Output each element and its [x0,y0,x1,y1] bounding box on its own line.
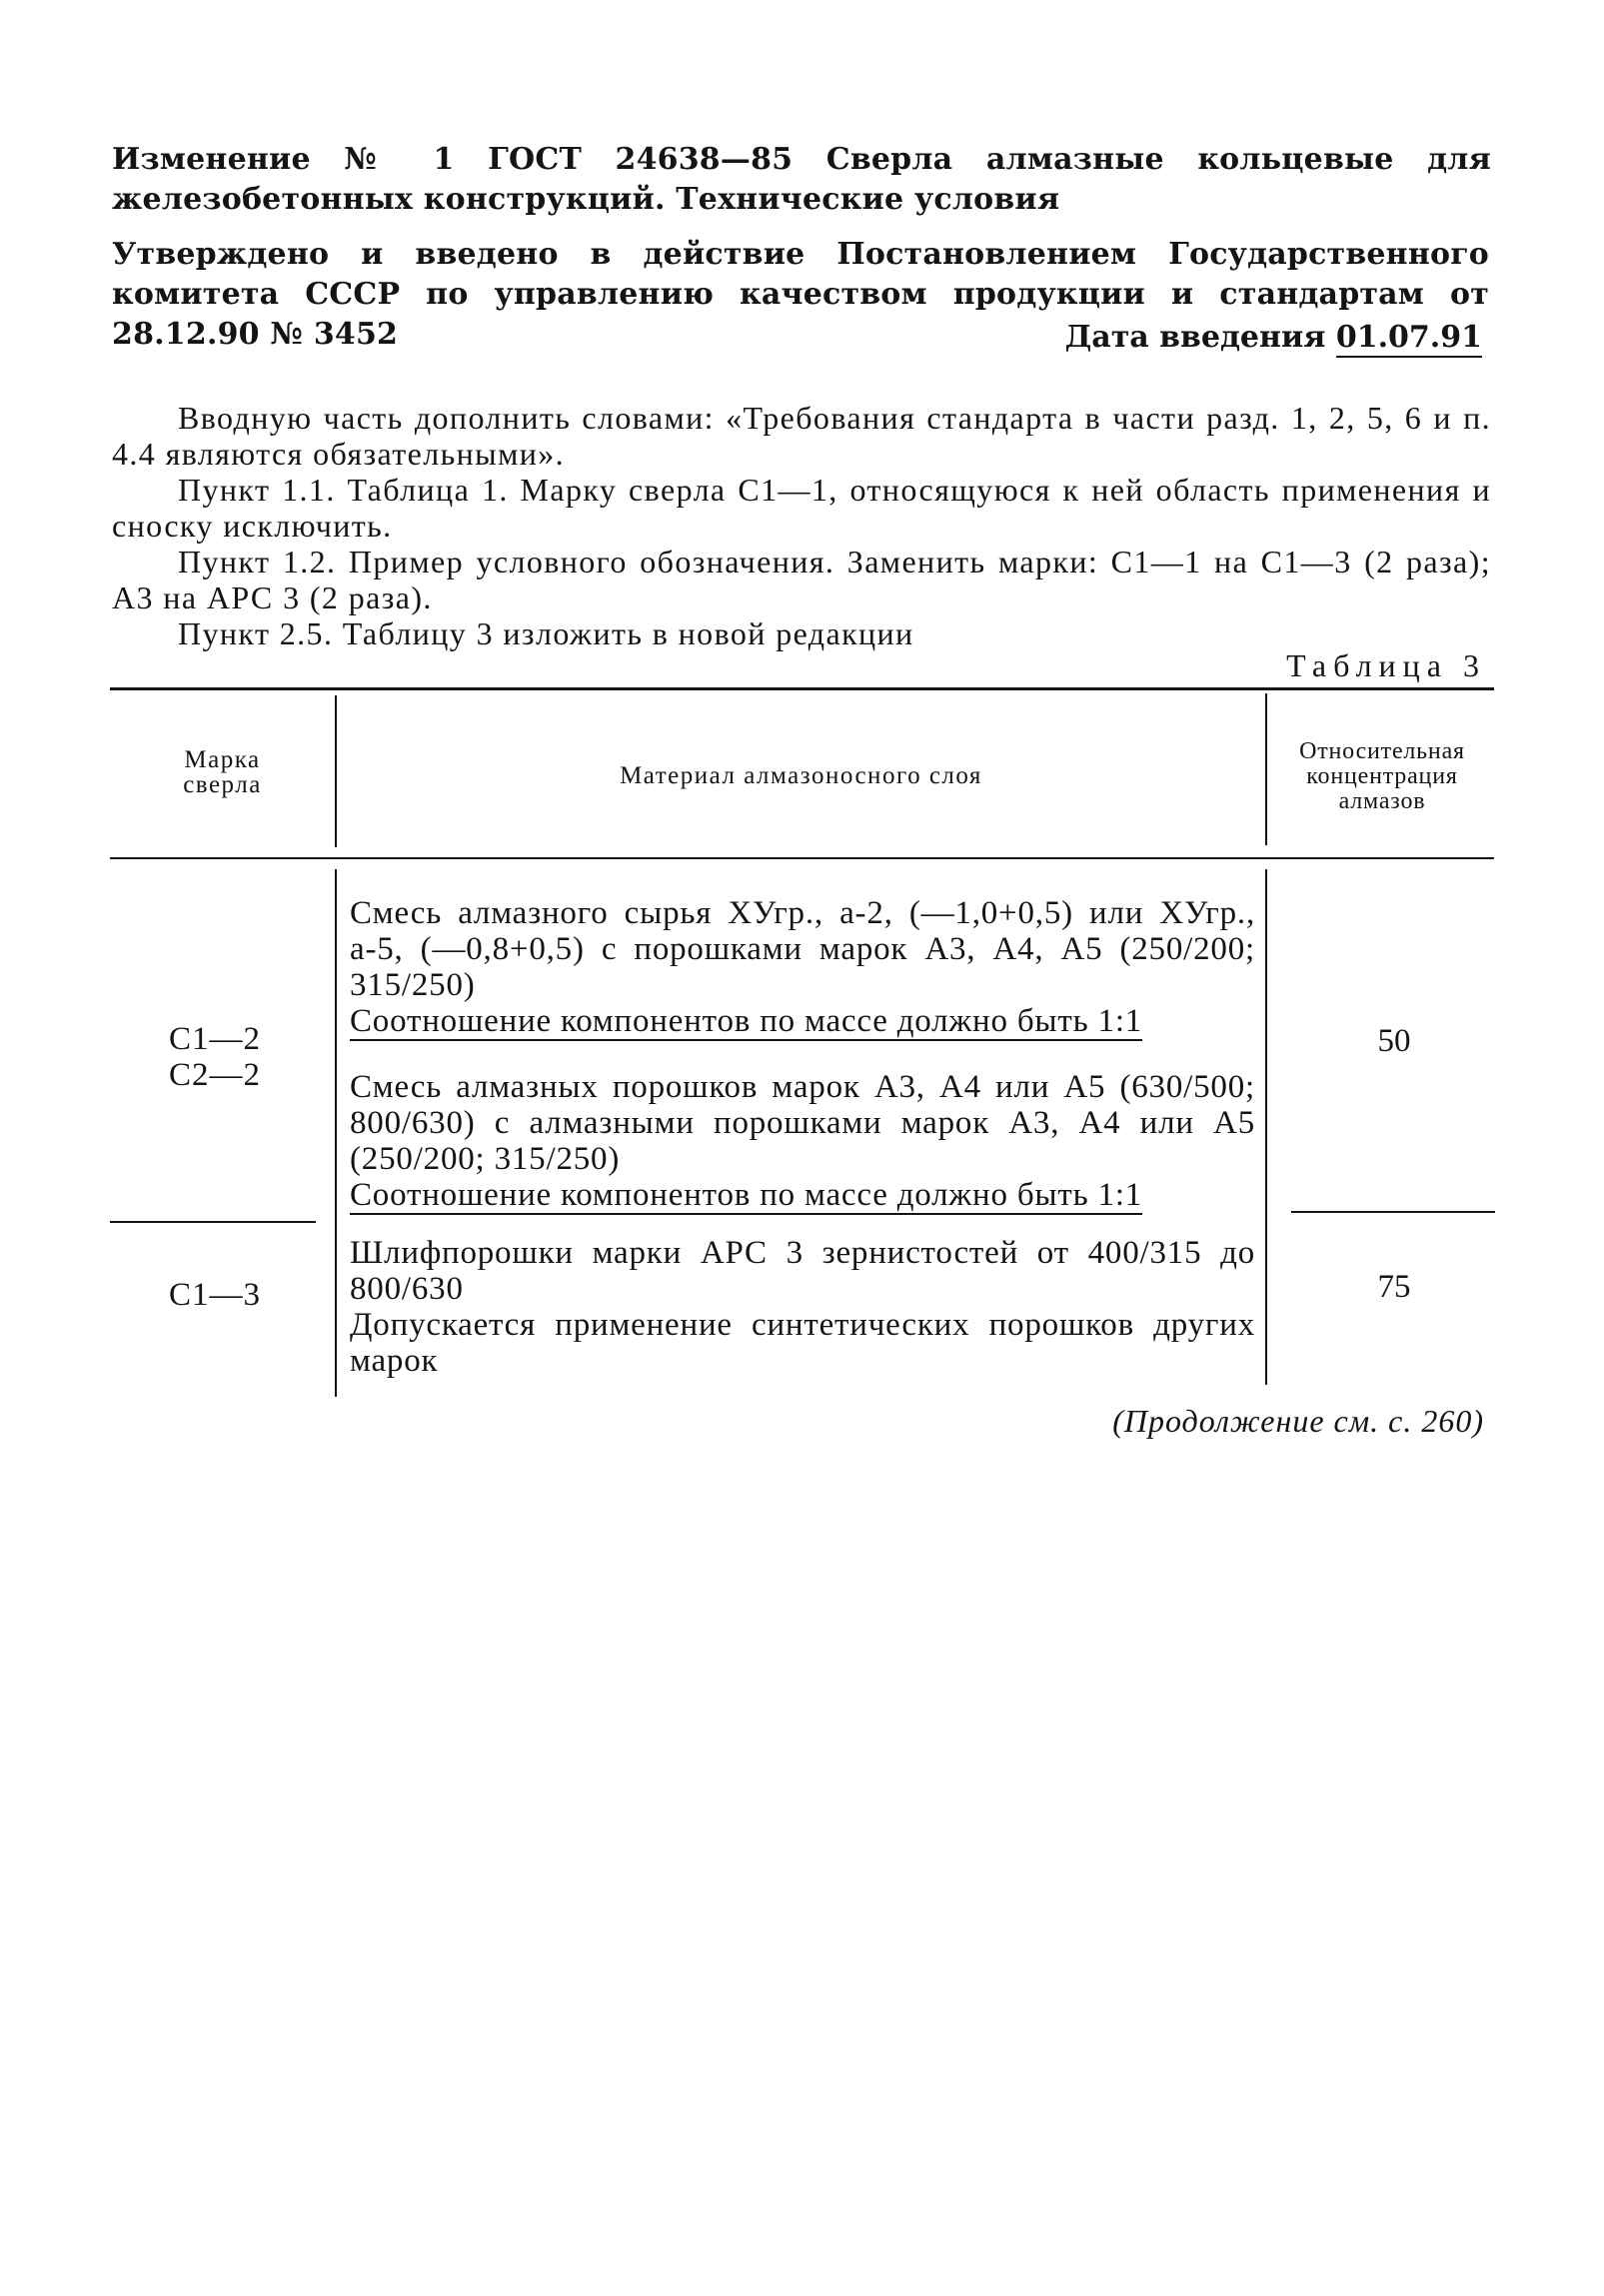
paragraph: Вводную часть дополнить словами: «Требования стандарта в части разд. 1, 2, 5, 6 и п. 4.4 являются обязательными». [112,400,1491,472]
column-divider-left-body [335,869,337,1397]
row2-concentration: 75 [1377,1269,1411,1305]
row1-material-a [350,895,1255,1039]
material-ratio-text: Соотношение компонентов по массе должно быть 1:1 [350,1177,1143,1213]
date-value: 01.07.91 [1336,320,1482,358]
material-ratio [350,1177,1255,1213]
header-material [337,763,1265,788]
header-concentration-line: концентрация [1306,763,1458,789]
table-top-rule [110,687,1494,690]
continuation-note: (Продолжение см. с. 260) [1112,1403,1484,1439]
effective-date [1065,318,1482,358]
header-grade [110,747,335,797]
row1-material-b [350,1069,1255,1213]
paragraph: Пункт 2.5. Таблицу 3 изложить в новой редакции [178,615,914,651]
header-bottom-rule [110,857,1494,859]
date-label: Дата введения [1064,320,1326,355]
paragraph: Пункт 1.2. Пример условного обозначения. Заменить марки: С1—1 на С1—3 (2 раза); А3 на АРС 3 (2 раза). [112,544,1491,615]
document-title [112,140,1491,220]
row1-grade [110,1021,320,1093]
row2-grade: С1—3 [168,1277,261,1313]
material-text: Смесь алмазного сырья ХУгр., а-2, (—1,0+0,5) или ХУгр., а-5, (—0,8+0,5) с порошками марок А3, А4, А5 (250/200; 315/250) [350,895,1255,1003]
header-concentration-line: алмазов [1338,788,1426,814]
material-note: Допускается применение синтетических порошков других марок [350,1307,1255,1379]
approval-text: Утверждено и введено в действие Постановлением Государственного комитета СССР по управлению качеством продукции и стандартам от 28.12.90 № 3452 [112,237,1489,352]
material-ratio [350,1003,1255,1039]
material-text: Смесь алмазных порошков марок А3, А4 или А5 (630/500; 800/630) с алмазными порошками марок А3, А4 или А5 (250/200; 315/250) [350,1069,1255,1177]
header-grade-line: Марка [184,746,261,773]
header-material-label: Материал алмазоносного слоя [620,762,982,789]
row-divider-concentration [1291,1211,1495,1213]
header-grade-line: сверла [183,771,262,798]
row2-material [350,1235,1255,1379]
header-concentration-line: Относительная [1299,738,1465,764]
grade-value: С1—2 [168,1021,261,1057]
paragraph: Пункт 1.1. Таблица 1. Марку сверла С1—1, относящуюся к ней область применения и сноску исключить. [112,472,1491,544]
row1-concentration: 50 [1377,1023,1411,1059]
table-caption: Таблица 3 [1286,647,1486,683]
material-text: Шлифпорошки марки АРС 3 зернистостей от 400/315 до 800/630 [350,1235,1255,1307]
column-divider-right-body [1265,869,1267,1385]
header-concentration [1267,739,1497,814]
material-ratio-text: Соотношение компонентов по массе должно быть 1:1 [350,1003,1143,1039]
grade-value: С2—2 [168,1057,261,1093]
row-divider-grade [110,1221,316,1223]
title-text: Изменение № 1 ГОСТ 24638—85 Сверла алмазные кольцевые для железобетонных конструкций. Технические условия [112,142,1491,217]
amendment-body [112,400,1491,651]
